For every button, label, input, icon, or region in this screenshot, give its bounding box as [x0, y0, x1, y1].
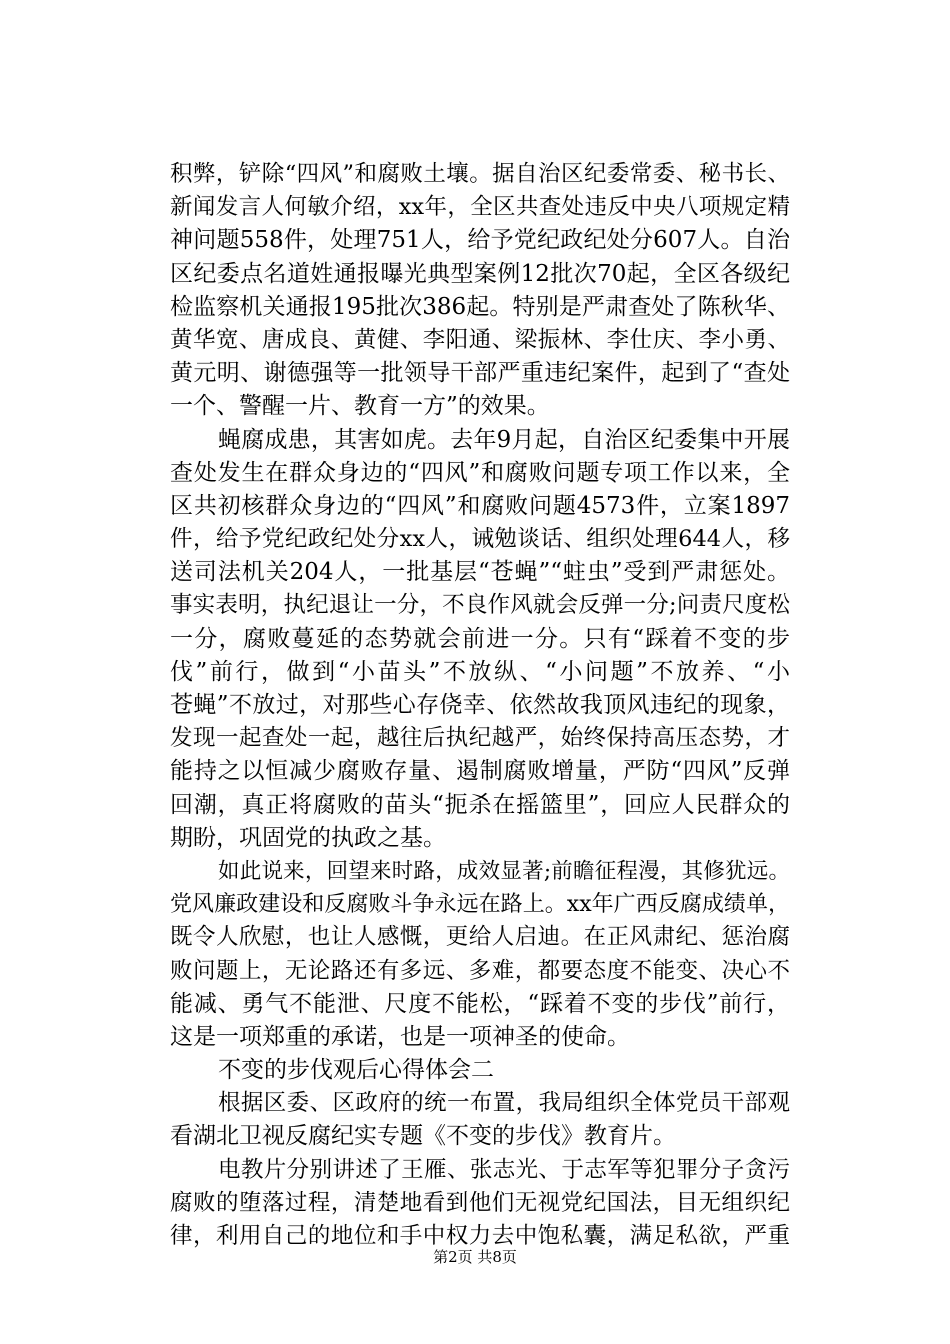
text-line: 既令人欣慰，也让人感慨，更给人启迪。在正风肃纪、惩治腐: [170, 924, 790, 951]
text-line: 黄华宽、唐成良、黄健、李阳通、梁振林、李仕庆、李小勇、: [170, 326, 790, 353]
text-line: 期盼，巩固党的执政之基。: [170, 824, 446, 851]
text-line: 蝇腐成患，其害如虎。去年9月起，自治区纪委集中开展: [218, 426, 790, 453]
text-line: 检监察机关通报195批次386起。特别是严肃查处了陈秋华、: [170, 293, 790, 320]
text-line: 电教片分别讲述了王雁、张志光、于志军等犯罪分子贪污: [218, 1156, 790, 1183]
text-line: 看湖北卫视反腐纪实专题《不变的步伐》教育片。: [170, 1123, 676, 1150]
page-footer: 第2页 共8页: [433, 1248, 517, 1266]
text-line: 党风廉政建设和反腐败斗争永远在路上。xx年广西反腐成绩单，: [170, 892, 790, 918]
text-line: 件，给予党纪政纪处分xx人，诫勉谈话、组织处理644人，移: [170, 526, 790, 553]
text-line: 黄元明、谢德强等一批领导干部严重违纪案件，起到了“查处: [170, 360, 790, 387]
text-line: 败问题上，无论路还有多远、多难，都要态度不能变、决心不: [170, 957, 790, 984]
text-line: 区纪委点名道姓通报曝光典型案例12批次70起，全区各级纪: [170, 260, 790, 287]
text-line: 苍蝇”不放过，对那些心存侥幸、依然故我顶风违纪的现象，: [170, 692, 790, 718]
text-line: 律，利用自己的地位和手中权力去中饱私囊，满足私欲，严重: [170, 1223, 790, 1249]
text-line: 如此说来，回望来时路，成效显著;前瞻征程漫，其修犹远。: [218, 858, 790, 884]
text-line: 根据区委、区政府的统一布置，我局组织全体党员干部观: [218, 1090, 790, 1117]
text-line: 回潮，真正将腐败的苗头“扼杀在摇篮里”，回应人民群众的: [170, 791, 790, 818]
text-line: 区共初核群众身边的“四风”和腐败问题4573件，立案1897: [170, 492, 790, 519]
text-line: 神问题558件，处理751人，给予党纪政纪处分607人。自治: [170, 227, 790, 254]
text-line: 积弊，铲除“四风”和腐败土壤。据自治区纪委常委、秘书长、: [170, 161, 790, 187]
text-line: 一个、警醒一片、教育一方”的效果。: [170, 393, 550, 420]
text-line: 腐败的堕落过程，清楚地看到他们无视党纪国法，目无组织纪: [170, 1189, 790, 1216]
text-line: 伐”前行，做到“小苗头”不放纵、“小问题”不放养、“小: [170, 658, 790, 685]
text-line: 一分，腐败蔓延的态势就会前进一分。只有“踩着不变的步: [170, 625, 790, 652]
text-line: 能减、勇气不能泄、尺度不能松，“踩着不变的步伐”前行，: [170, 990, 790, 1017]
text-line: 发现一起查处一起，越往后执纪越严，始终保持高压态势，才: [170, 725, 790, 752]
text-line: 能持之以恒减少腐败存量、遏制腐败增量，严防“四风”反弹: [170, 758, 790, 785]
text-line: 这是一项郑重的承诺，也是一项神圣的使命。: [170, 1023, 630, 1050]
document-body: [170, 158, 790, 1253]
text-line: 不变的步伐观后心得体会二: [218, 1057, 494, 1084]
text-line: 新闻发言人何敏介绍，xx年，全区共查处违反中央八项规定精: [170, 194, 790, 221]
text-line: 送司法机关204人，一批基层“苍蝇”“蛀虫”受到严肃惩处。: [170, 559, 790, 586]
text-line: 事实表明，执纪退让一分，不良作风就会反弹一分;问责尺度松: [170, 592, 790, 619]
text-line: 查处发生在群众身边的“四风”和腐败问题专项工作以来，全: [170, 459, 790, 486]
